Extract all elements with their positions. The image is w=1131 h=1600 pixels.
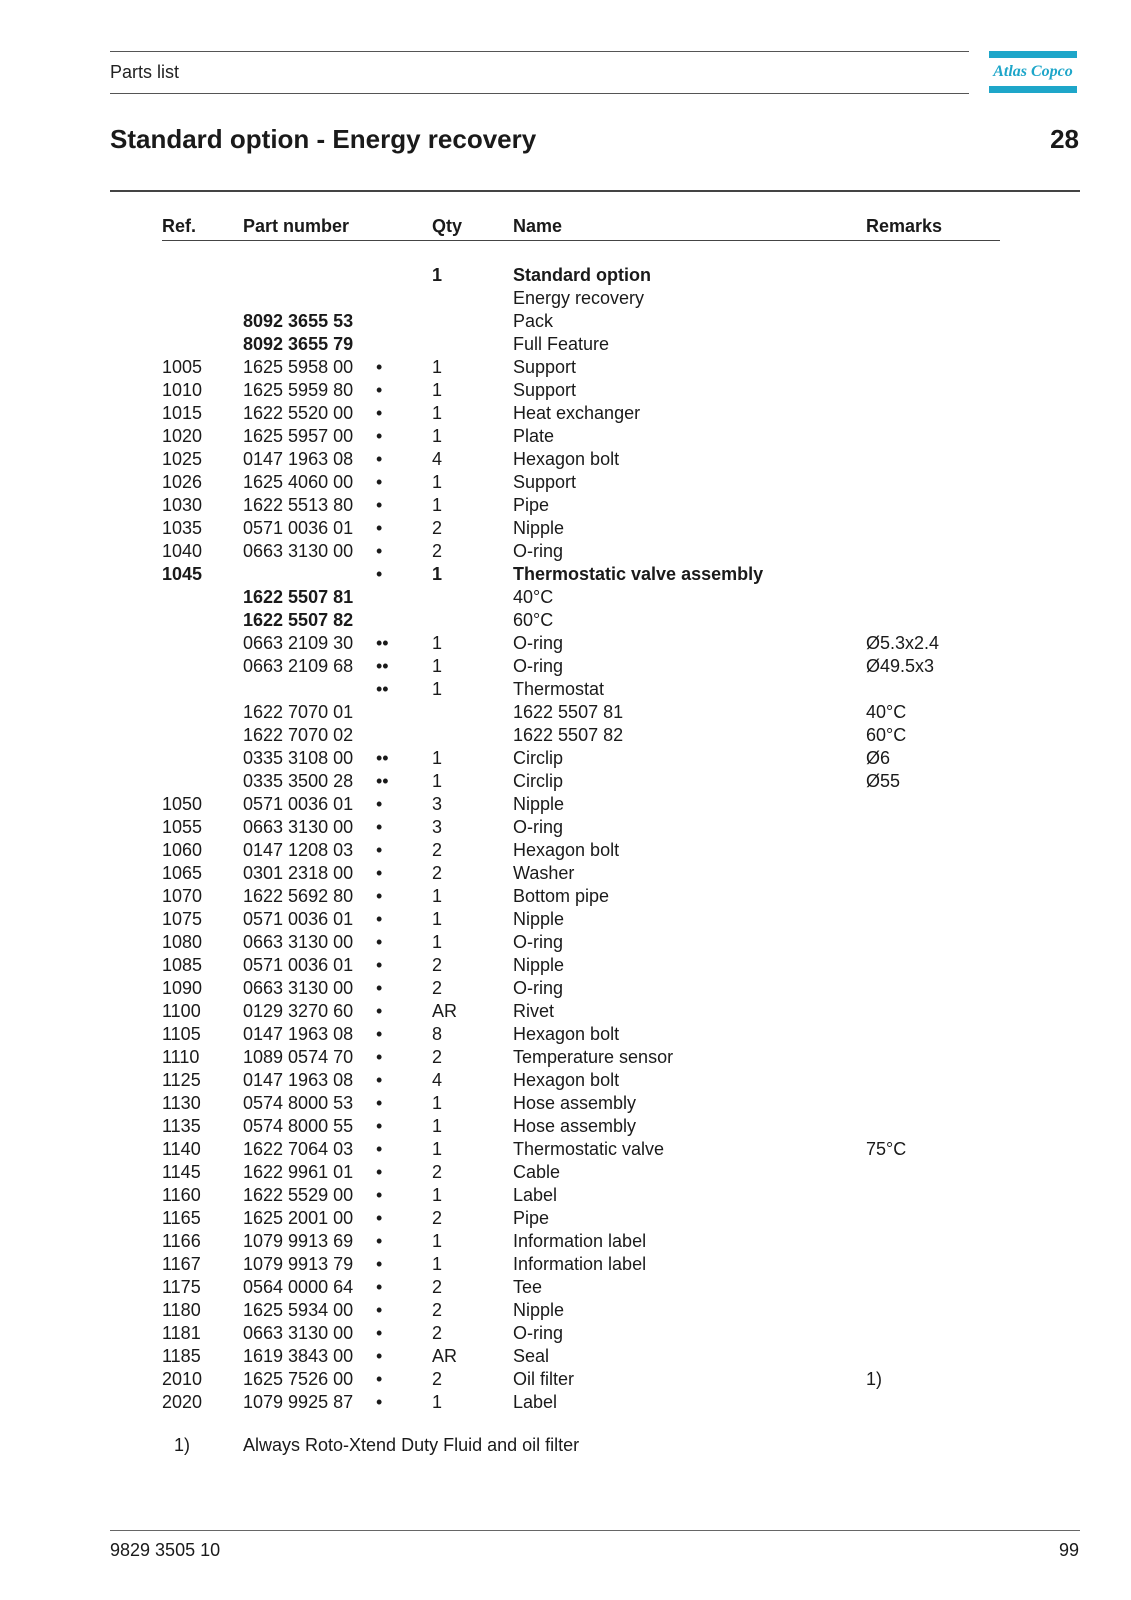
column-header-remarks: Remarks [866, 216, 943, 236]
qty-cell: 4 [432, 449, 443, 469]
remarks-cell: Ø6 [866, 748, 891, 768]
name-cell: Pipe [513, 1208, 550, 1228]
part-number-cell: 1622 5513 80 [243, 495, 354, 515]
level-marker-cell: • [376, 380, 383, 400]
part-number-cell: 1622 7064 03 [243, 1139, 354, 1159]
table-row [0, 563, 1131, 586]
name-cell: Thermostat [513, 679, 605, 699]
table-row [0, 1299, 1131, 1322]
part-number-cell: 1622 5692 80 [243, 886, 354, 906]
name-cell: Pipe [513, 495, 550, 515]
table-row [0, 586, 1131, 609]
table-row [0, 839, 1131, 862]
header-bottom-rule [110, 93, 969, 94]
footer-page-number: 99 [1058, 1540, 1079, 1560]
table-row [0, 264, 1131, 287]
qty-cell: 3 [432, 817, 443, 837]
level-marker-cell: • [376, 357, 383, 377]
table-row [0, 1207, 1131, 1230]
part-number-cell: 0301 2318 00 [243, 863, 354, 883]
remarks-cell: Ø5.3x2.4 [866, 633, 940, 653]
ref-cell: 1015 [162, 403, 203, 423]
table-row [0, 1230, 1131, 1253]
part-number-cell: 1622 7070 02 [243, 725, 354, 745]
qty-cell: 1 [432, 357, 443, 377]
remarks-cell: Ø55 [866, 771, 901, 791]
table-row [0, 954, 1131, 977]
qty-cell: 1 [432, 1254, 443, 1274]
part-number-cell: 0571 0036 01 [243, 794, 354, 814]
table-row [0, 632, 1131, 655]
part-number-cell: 1625 5959 80 [243, 380, 354, 400]
qty-cell: 1 [432, 886, 443, 906]
qty-cell: 1 [432, 403, 443, 423]
part-number-cell: 0571 0036 01 [243, 518, 354, 538]
level-marker-cell: •• [376, 633, 389, 653]
part-number-cell: 1625 4060 00 [243, 472, 354, 492]
table-row [0, 885, 1131, 908]
qty-cell: 1 [432, 633, 443, 653]
ref-cell: 1185 [162, 1346, 201, 1366]
part-number-cell: 1625 7526 00 [243, 1369, 354, 1389]
level-marker-cell: • [376, 1208, 383, 1228]
table-row [0, 793, 1131, 816]
table-row [0, 931, 1131, 954]
part-number-cell: 0663 2109 30 [243, 633, 354, 653]
level-marker-cell: • [376, 1139, 383, 1159]
level-marker-cell: • [376, 1024, 383, 1044]
logo-wordmark: Atlas Copco [993, 63, 1073, 80]
part-number-cell: 0147 1208 03 [243, 840, 354, 860]
name-cell: Hexagon bolt [513, 1070, 620, 1090]
ref-cell: 1026 [162, 472, 203, 492]
table-row [0, 770, 1131, 793]
table-row [0, 379, 1131, 402]
level-marker-cell: •• [376, 771, 389, 791]
name-cell: 1622 5507 82 [513, 725, 624, 745]
level-marker-cell: • [376, 449, 383, 469]
table-row [0, 448, 1131, 471]
ref-cell: 1167 [162, 1254, 201, 1274]
qty-cell: 1 [432, 909, 443, 929]
footnote-marker: 1) [174, 1435, 191, 1455]
name-cell: Hexagon bolt [513, 840, 620, 860]
name-cell: O-ring [513, 656, 564, 676]
name-cell: Support [513, 472, 577, 492]
name-cell: Nipple [513, 518, 565, 538]
name-cell: Energy recovery [513, 288, 645, 308]
table-row [0, 609, 1131, 632]
part-number-cell: 1622 5520 00 [243, 403, 354, 423]
part-number-cell: 0663 3130 00 [243, 541, 354, 561]
remarks-cell: 60°C [866, 725, 907, 745]
qty-cell: 1 [432, 495, 443, 515]
table-row [0, 1322, 1131, 1345]
ref-cell: 1166 [162, 1231, 201, 1251]
table-row [0, 1138, 1131, 1161]
name-cell: Label [513, 1392, 558, 1412]
qty-cell: 1 [432, 771, 443, 791]
level-marker-cell: • [376, 1392, 383, 1412]
ref-cell: 1050 [162, 794, 203, 814]
ref-cell: 1181 [162, 1323, 201, 1343]
part-number-cell: 0335 3500 28 [243, 771, 354, 791]
name-cell: 60°C [513, 610, 554, 630]
name-cell: O-ring [513, 817, 564, 837]
table-row [0, 540, 1131, 563]
qty-cell: 2 [432, 518, 443, 538]
qty-cell: 2 [432, 1162, 443, 1182]
name-cell: Thermostatic valve [513, 1139, 665, 1159]
level-marker-cell: • [376, 1185, 383, 1205]
table-row [0, 655, 1131, 678]
level-marker-cell: • [376, 794, 383, 814]
level-marker-cell: • [376, 1001, 383, 1021]
qty-cell: 2 [432, 1369, 443, 1389]
qty-cell: 1 [432, 932, 443, 952]
part-number-cell: 1079 9925 87 [243, 1392, 354, 1412]
qty-cell: 1 [432, 679, 443, 699]
level-marker-cell: • [376, 472, 383, 492]
name-cell: Thermostatic valve assembly [513, 564, 764, 584]
table-row [0, 1046, 1131, 1069]
ref-cell: 1045 [162, 564, 203, 584]
part-number-cell: 0147 1963 08 [243, 1070, 354, 1090]
table-row [0, 1253, 1131, 1276]
table-row [0, 747, 1131, 770]
header-section-label: Parts list [110, 62, 180, 82]
footer-rule [110, 1530, 1080, 1531]
table-row [0, 724, 1131, 747]
level-marker-cell: • [376, 978, 383, 998]
table-row [0, 287, 1131, 310]
ref-cell: 1005 [162, 357, 203, 377]
level-marker-cell: • [376, 932, 383, 952]
table-row [0, 425, 1131, 448]
table-row [0, 333, 1131, 356]
qty-cell: 1 [432, 472, 443, 492]
part-number-cell: 0574 8000 53 [243, 1093, 354, 1113]
table-row [0, 1391, 1131, 1414]
ref-cell: 1175 [162, 1277, 201, 1297]
ref-cell: 1140 [162, 1139, 201, 1159]
level-marker-cell: • [376, 495, 383, 515]
part-number-cell: 1622 5529 00 [243, 1185, 354, 1205]
name-cell: Support [513, 380, 577, 400]
level-marker-cell: • [376, 426, 383, 446]
qty-cell: 1 [432, 656, 443, 676]
part-number-cell: 0663 2109 68 [243, 656, 354, 676]
level-marker-cell: • [376, 1093, 383, 1113]
level-marker-cell: • [376, 1323, 383, 1343]
name-cell: Nipple [513, 794, 565, 814]
qty-cell: 2 [432, 863, 443, 883]
ref-cell: 1125 [162, 1070, 201, 1090]
ref-cell: 1010 [162, 380, 203, 400]
table-row [0, 1023, 1131, 1046]
name-cell: Support [513, 357, 577, 377]
level-marker-cell: • [376, 840, 383, 860]
qty-cell: 1 [432, 1231, 443, 1251]
table-row [0, 977, 1131, 1000]
qty-cell: 2 [432, 541, 443, 561]
part-number-cell: 0147 1963 08 [243, 449, 354, 469]
level-marker-cell: • [376, 1231, 383, 1251]
column-header-ref: Ref. [162, 216, 197, 236]
ref-cell: 1030 [162, 495, 203, 515]
level-marker-cell: •• [376, 679, 389, 699]
part-number-cell: 1622 5507 82 [243, 610, 354, 630]
table-row [0, 1115, 1131, 1138]
qty-cell: 1 [432, 1185, 443, 1205]
level-marker-cell: • [376, 1369, 383, 1389]
ref-cell: 1180 [162, 1300, 201, 1320]
part-number-cell: 1625 5957 00 [243, 426, 354, 446]
qty-cell: 2 [432, 840, 443, 860]
qty-cell: 2 [432, 1208, 443, 1228]
qty-cell: 1 [432, 426, 443, 446]
name-cell: Circlip [513, 748, 564, 768]
name-cell: Nipple [513, 909, 565, 929]
level-marker-cell: • [376, 1047, 383, 1067]
table-row [0, 1276, 1131, 1299]
part-number-cell: 1089 0574 70 [243, 1047, 354, 1067]
table-row [0, 310, 1131, 333]
ref-cell: 1145 [162, 1162, 201, 1182]
qty-cell: AR [432, 1346, 458, 1366]
level-marker-cell: • [376, 1254, 383, 1274]
part-number-cell: 0335 3108 00 [243, 748, 354, 768]
ref-cell: 1055 [162, 817, 203, 837]
qty-cell: 2 [432, 1300, 443, 1320]
footer-document-number: 9829 3505 10 [110, 1540, 221, 1560]
name-cell: 1622 5507 81 [513, 702, 624, 722]
name-cell: Full Feature [513, 334, 610, 354]
name-cell: Rivet [513, 1001, 555, 1021]
part-number-cell: 8092 3655 53 [243, 311, 354, 331]
ref-cell: 1100 [162, 1001, 201, 1021]
header-top-rule [110, 51, 969, 52]
table-row [0, 1092, 1131, 1115]
name-cell: Nipple [513, 955, 565, 975]
footnote-text: Always Roto-Xtend Duty Fluid and oil filter [243, 1435, 580, 1455]
part-number-cell: 1625 5934 00 [243, 1300, 354, 1320]
table-row [0, 1000, 1131, 1023]
ref-cell: 1035 [162, 518, 203, 538]
level-marker-cell: • [376, 1116, 383, 1136]
table-row [0, 471, 1131, 494]
ref-cell: 1065 [162, 863, 203, 883]
table-row [0, 678, 1131, 701]
name-cell: Heat exchanger [513, 403, 641, 423]
part-number-cell: 1622 9961 01 [243, 1162, 354, 1182]
qty-cell: 1 [432, 1116, 443, 1136]
part-number-cell: 1079 9913 79 [243, 1254, 354, 1274]
table-row [0, 1345, 1131, 1368]
level-marker-cell: • [376, 955, 383, 975]
qty-cell: 2 [432, 1047, 443, 1067]
name-cell: Information label [513, 1254, 647, 1274]
name-cell: 40°C [513, 587, 554, 607]
part-number-cell: 0574 8000 55 [243, 1116, 354, 1136]
part-number-cell: 0663 3130 00 [243, 932, 354, 952]
qty-cell: 1 [432, 1093, 443, 1113]
qty-cell: 2 [432, 978, 443, 998]
table-row [0, 517, 1131, 540]
qty-cell: 4 [432, 1070, 443, 1090]
ref-cell: 1135 [162, 1116, 201, 1136]
table-row [0, 402, 1131, 425]
ref-cell: 1165 [162, 1208, 201, 1228]
table-row [0, 1069, 1131, 1092]
part-number-cell: 0129 3270 60 [243, 1001, 354, 1021]
level-marker-cell: • [376, 403, 383, 423]
title-rule [110, 190, 1080, 192]
qty-cell: 1 [432, 564, 443, 584]
name-cell: Label [513, 1185, 558, 1205]
qty-cell: 1 [432, 1139, 443, 1159]
qty-cell: 3 [432, 794, 443, 814]
part-number-cell: 1079 9913 69 [243, 1231, 354, 1251]
name-cell: Information label [513, 1231, 647, 1251]
parts-table [0, 264, 1131, 1414]
level-marker-cell: • [376, 541, 383, 561]
figure-number: 28 [1050, 124, 1079, 154]
qty-cell: 2 [432, 955, 443, 975]
name-cell: Hose assembly [513, 1116, 637, 1136]
part-number-cell: 1625 5958 00 [243, 357, 354, 377]
name-cell: Bottom pipe [513, 886, 610, 906]
part-number-cell: 1625 2001 00 [243, 1208, 354, 1228]
name-cell: Temperature sensor [513, 1047, 674, 1067]
name-cell: Plate [513, 426, 555, 446]
level-marker-cell: • [376, 1162, 383, 1182]
logo-bottom-bar [989, 86, 1077, 93]
name-cell: O-ring [513, 932, 564, 952]
part-number-cell: 0571 0036 01 [243, 909, 354, 929]
column-header-part-number: Part number [243, 216, 350, 236]
level-marker-cell: • [376, 886, 383, 906]
ref-cell: 1080 [162, 932, 203, 952]
table-row [0, 701, 1131, 724]
ref-cell: 1075 [162, 909, 203, 929]
remarks-cell: 75°C [866, 1139, 907, 1159]
part-number-cell: 0571 0036 01 [243, 955, 354, 975]
name-cell: Seal [513, 1346, 550, 1366]
qty-cell: 1 [432, 380, 443, 400]
ref-cell: 2020 [162, 1392, 203, 1412]
ref-cell: 1160 [162, 1185, 201, 1205]
qty-cell: 1 [432, 748, 443, 768]
part-number-cell: 8092 3655 79 [243, 334, 354, 354]
name-cell: O-ring [513, 978, 564, 998]
table-row [0, 494, 1131, 517]
qty-cell: 2 [432, 1277, 443, 1297]
ref-cell: 1060 [162, 840, 203, 860]
table-row [0, 908, 1131, 931]
name-cell: Hexagon bolt [513, 449, 620, 469]
logo-top-bar [989, 51, 1077, 58]
part-number-cell: 1619 3843 00 [243, 1346, 354, 1366]
table-row [0, 1368, 1131, 1391]
name-cell: O-ring [513, 633, 564, 653]
ref-cell: 2010 [162, 1369, 203, 1389]
ref-cell: 1105 [162, 1024, 201, 1044]
part-number-cell: 1622 5507 81 [243, 587, 354, 607]
ref-cell: 1070 [162, 886, 203, 906]
name-cell: Washer [513, 863, 575, 883]
page-title: Standard option - Energy recovery [110, 124, 537, 154]
part-number-cell: 0147 1963 08 [243, 1024, 354, 1044]
name-cell: Cable [513, 1162, 561, 1182]
remarks-cell: 40°C [866, 702, 907, 722]
level-marker-cell: • [376, 1300, 383, 1320]
level-marker-cell: •• [376, 656, 389, 676]
table-row [0, 356, 1131, 379]
level-marker-cell: • [376, 564, 383, 584]
qty-cell: AR [432, 1001, 458, 1021]
name-cell: O-ring [513, 1323, 564, 1343]
column-header-rule [162, 240, 1000, 241]
part-number-cell: 0663 3130 00 [243, 978, 354, 998]
part-number-cell: 0663 3130 00 [243, 1323, 354, 1343]
qty-cell: 2 [432, 1323, 443, 1343]
part-number-cell: 0564 0000 64 [243, 1277, 354, 1297]
qty-cell: 8 [432, 1024, 443, 1044]
part-number-cell: 0663 3130 00 [243, 817, 354, 837]
part-number-cell: 1622 7070 01 [243, 702, 354, 722]
name-cell: Oil filter [513, 1369, 575, 1389]
ref-cell: 1130 [162, 1093, 201, 1113]
table-row [0, 816, 1131, 839]
name-cell: Tee [513, 1277, 543, 1297]
remarks-cell: 1) [866, 1369, 883, 1389]
level-marker-cell: • [376, 863, 383, 883]
table-row [0, 1184, 1131, 1207]
qty-cell: 1 [432, 265, 443, 285]
level-marker-cell: • [376, 1277, 383, 1297]
level-marker-cell: • [376, 518, 383, 538]
name-cell: O-ring [513, 541, 564, 561]
ref-cell: 1090 [162, 978, 203, 998]
name-cell: Nipple [513, 1300, 565, 1320]
level-marker-cell: • [376, 817, 383, 837]
name-cell: Standard option [513, 265, 651, 285]
name-cell: Hexagon bolt [513, 1024, 620, 1044]
level-marker-cell: • [376, 1346, 383, 1366]
name-cell: Hose assembly [513, 1093, 637, 1113]
table-row [0, 862, 1131, 885]
brand-logo [989, 51, 1077, 93]
ref-cell: 1085 [162, 955, 203, 975]
ref-cell: 1040 [162, 541, 203, 561]
column-header-qty: Qty [432, 216, 463, 236]
ref-cell: 1110 [162, 1047, 200, 1067]
remarks-cell: Ø49.5x3 [866, 656, 935, 676]
qty-cell: 1 [432, 1392, 443, 1412]
table-row [0, 1161, 1131, 1184]
ref-cell: 1025 [162, 449, 203, 469]
level-marker-cell: • [376, 1070, 383, 1090]
column-header-name: Name [513, 216, 563, 236]
level-marker-cell: • [376, 909, 383, 929]
level-marker-cell: •• [376, 748, 389, 768]
name-cell: Pack [513, 311, 554, 331]
ref-cell: 1020 [162, 426, 203, 446]
name-cell: Circlip [513, 771, 564, 791]
